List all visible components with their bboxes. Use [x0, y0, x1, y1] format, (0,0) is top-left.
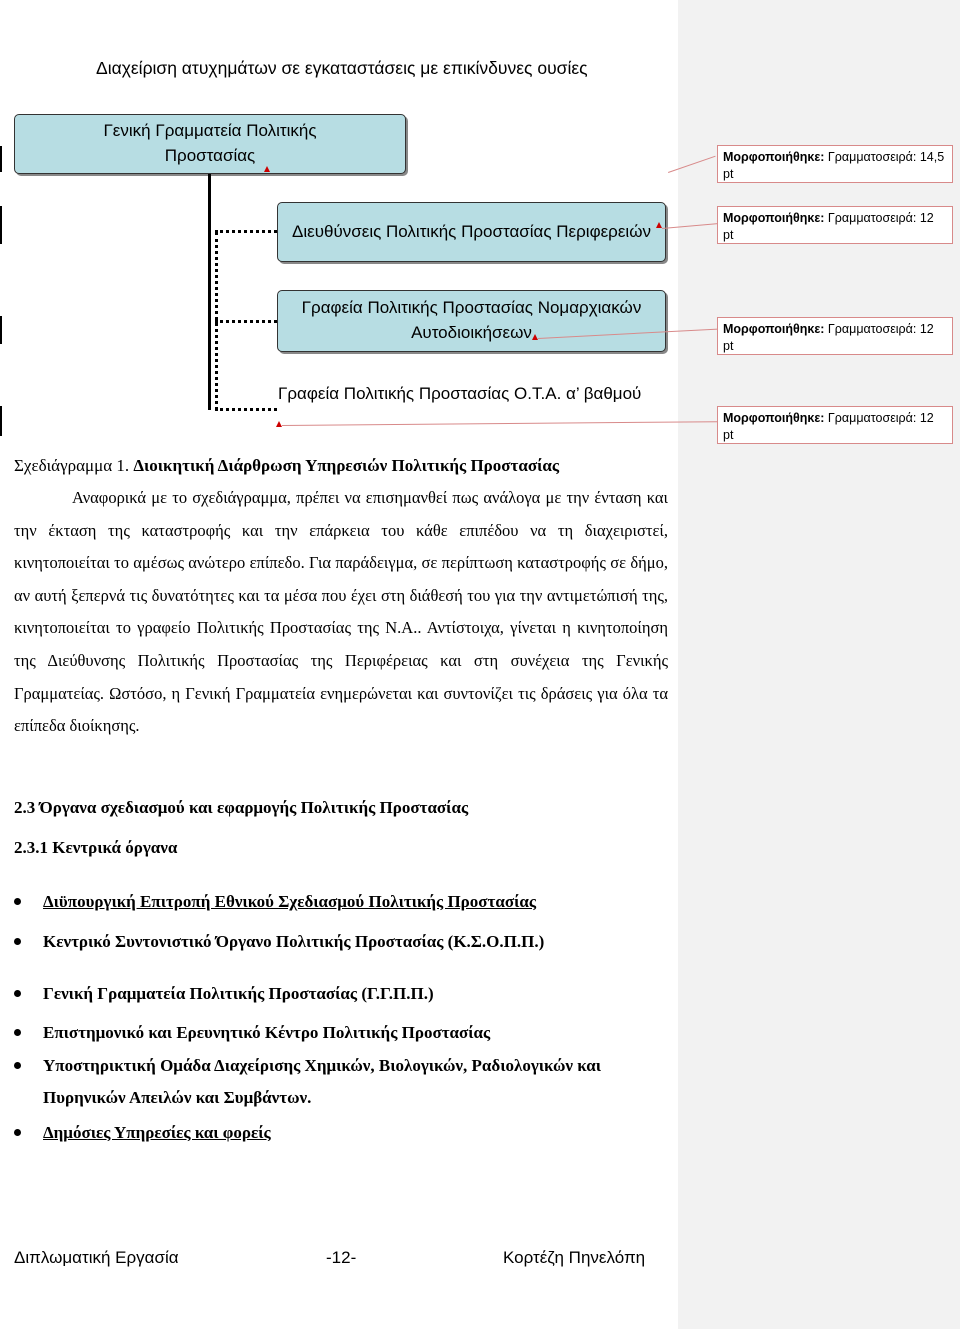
list-item-text: Υποστηρικτική Ομάδα Διαχείρισης Χημικών, Βιολογικών, Ραδιολογικών και Πυρηνικών Απειλών και Συμβάντων.: [43, 1056, 601, 1107]
paragraph-text: Αναφορικά με το σχεδιάγραμμα, πρέπει να επισημανθεί πως ανάλογα με την ένταση και την έκταση της καταστροφής και την επάρκεια του κάθε επιπέδου να τη διαχειριστεί, κινητοποιείται το αμέσως ανώτερο επίπεδο. Για παράδειγμα, σε περίπτωση καταστροφής σε δήμο, αν αυτή ξεπερνά τις δυνατότητες και τα μέσα που έχει στη διάθεσή του για την αντιμετώπισή της, κινητοποιείται το γραφείο Πολιτικής Προστασίας της Ν.Α.. Αντίστοιχα, γίνεται η κινητοποίηση της Διεύθυνσης Πολιτικής Προστασίας της Περιφέρειας και στη συνέχεια της Γενικής Γραμματείας. Ωστόσο, η Γενική Γραμματεία ενημερώνεται και συντονίζει τις δράσεις για όλα τα επίπεδα διοίκησης.: [14, 488, 668, 736]
change-bar: [0, 316, 2, 344]
comment-text: Γραμματοσειρά: 12 pt: [723, 211, 934, 242]
org-box-text: Διευθύνσεις Πολιτικής Προστασίας Περιφερειών: [292, 221, 651, 241]
bullet-icon: [14, 1129, 21, 1136]
list-item-text: Δημόσιες Υπηρεσίες και φορείς: [43, 1123, 271, 1142]
comment-label: Μορφοποιήθηκε:: [723, 322, 825, 336]
insertion-caret: [264, 166, 270, 172]
bullet-icon: [14, 898, 21, 905]
comment-balloon[interactable]: [717, 317, 953, 355]
bullet-icon: [14, 990, 21, 997]
bullet-icon: [14, 1029, 21, 1036]
org-box-text: Γραφεία Πολιτικής Προστασίας Νομαρχιακών: [301, 298, 642, 318]
comment-text: Γραμματοσειρά: 14,5 pt: [723, 150, 945, 181]
caption-prefix: Σχεδιάγραμμα 1.: [14, 456, 130, 475]
body-paragraph: [14, 482, 668, 743]
change-bar: [0, 406, 2, 436]
bullet-icon: [14, 1062, 21, 1069]
org-box-municipal-offices: Γραφεία Πολιτικής Προστασίας Ο.Τ.Α. α’ βαθμού: [278, 384, 642, 403]
subsection-heading: 2.3.1 Κεντρικά όργανα: [14, 838, 178, 857]
org-box-regional-directorates: [277, 202, 666, 262]
comment-label: Μορφοποιήθηκε:: [723, 211, 825, 225]
comment-balloon[interactable]: [717, 406, 953, 444]
figure-caption: [14, 456, 559, 476]
org-connector-dotted: [215, 230, 277, 233]
footer-left: Διπλωματική Εργασία: [14, 1248, 179, 1267]
footer-author: Κορτέζη Πηνελόπη: [503, 1248, 646, 1267]
org-box-text: Γενική Γραμματεία Πολιτικής: [103, 121, 317, 141]
comment-label: Μορφοποιήθηκε:: [723, 150, 825, 164]
org-box-text: Αυτοδιοικήσεων: [411, 323, 532, 342]
caption-title: Διοικητική Διάρθρωση Υπηρεσιών Πολιτικής Προστασίας: [133, 456, 560, 475]
comment-text: Γραμματοσειρά: 12 pt: [723, 411, 934, 442]
list-item-text: Επιστημονικό και Ερευνητικό Κέντρο Πολιτικής Προστασίας: [43, 1023, 491, 1042]
comments-margin-pane: [678, 0, 960, 1329]
comment-label: Μορφοποιήθηκε:: [723, 411, 825, 425]
page-number: -12-: [326, 1248, 357, 1267]
change-bar: [0, 146, 2, 172]
org-box-general-secretariat: [14, 114, 406, 174]
running-header: Διαχείριση ατυχημάτων σε εγκαταστάσεις με επικίνδυνες ουσίες: [96, 58, 588, 78]
section-heading: 2.3 Όργανα σχεδιασμού και εφαρμογής Πολιτικής Προστασίας: [14, 798, 469, 817]
org-connector-dotted: [215, 408, 277, 411]
list-item-text: Γενική Γραμματεία Πολιτικής Προστασίας (Γ.Γ.Π.Π.): [43, 984, 434, 1003]
list-item-text: Κεντρικό Συντονιστικό Όργανο Πολιτικής Προστασίας (Κ.Σ.Ο.Π.Π.): [43, 932, 545, 951]
comment-balloon[interactable]: [717, 145, 953, 183]
comment-balloon[interactable]: [717, 206, 953, 244]
org-connector-dotted: [215, 320, 277, 323]
org-box-prefectural-offices: [277, 290, 666, 352]
comment-text: Γραμματοσειρά: 12 pt: [723, 322, 934, 353]
org-box-text: Προστασίας: [164, 146, 256, 165]
change-bar: [0, 206, 2, 244]
bullet-icon: [14, 938, 21, 945]
org-connector-vertical: [208, 174, 211, 410]
list-item-text: Διϋπουργική Επιτροπή Εθνικού Σχεδιασμού Πολιτικής Προστασίας: [43, 892, 537, 911]
comment-connector: [282, 421, 718, 426]
